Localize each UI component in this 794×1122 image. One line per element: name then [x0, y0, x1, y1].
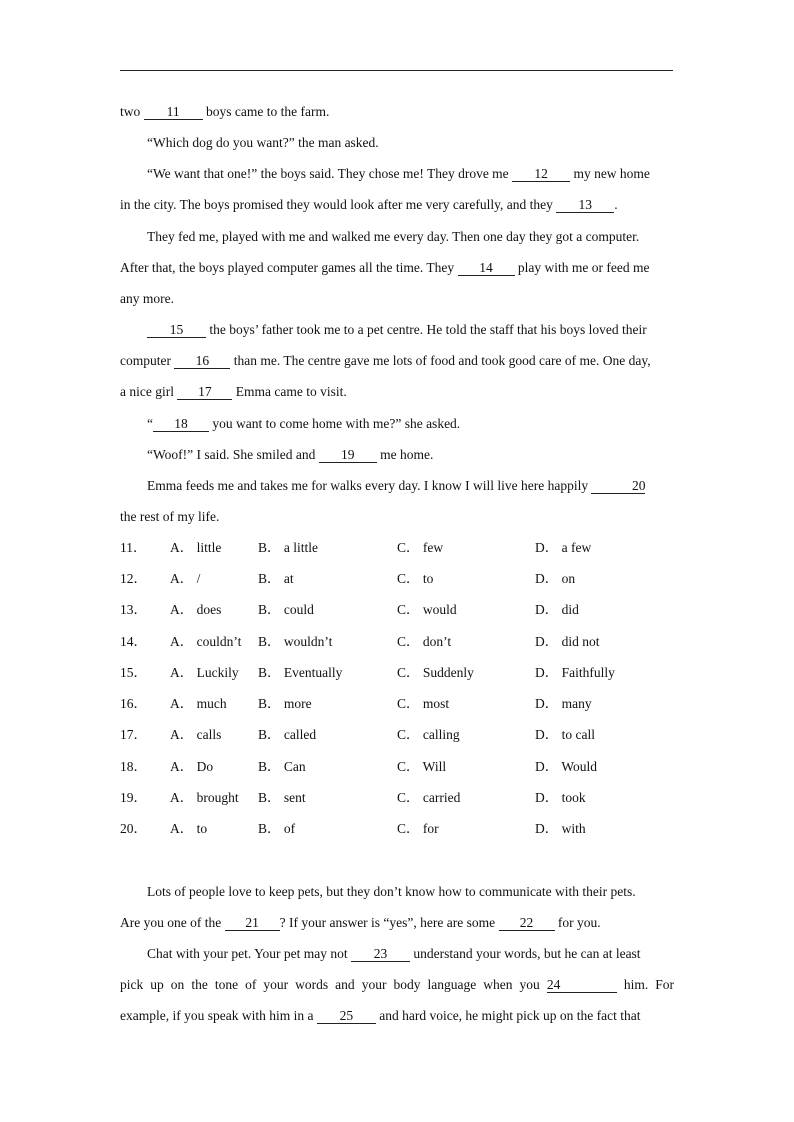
passage-line: pick up on the tone of your words and your body language when you 24 him. For [120, 977, 675, 992]
passage-line: Emma feeds me and takes me for walks every day. I know I will live here happily 20 [147, 478, 646, 493]
option-a[interactable]: A． much [170, 696, 227, 711]
blank-24[interactable]: 24 [547, 977, 617, 993]
option-a[interactable]: A． brought [170, 790, 239, 805]
question-18 [120, 759, 720, 775]
passage-line: any more. [120, 291, 174, 306]
option-d[interactable]: D． Would [535, 759, 598, 774]
passage-line: Are you one of the 21 ? If your answer is “yes”, here are some 22 for you. [120, 915, 601, 930]
option-d[interactable]: D． on [535, 571, 576, 586]
question-number: 16． [120, 696, 147, 711]
option-a[interactable]: A． Luckily [170, 665, 239, 680]
option-c[interactable]: C． carried [397, 790, 461, 805]
blank-13[interactable]: 13 [556, 197, 614, 213]
option-a[interactable]: A． does [170, 602, 222, 617]
passage-line: “Which dog do you want?” the man asked. [147, 135, 379, 150]
option-d[interactable]: D． many [535, 696, 592, 711]
option-c[interactable]: C． to [397, 571, 434, 586]
question-12 [120, 571, 720, 587]
passage-line: a nice girl 17 Emma came to visit. [120, 384, 347, 399]
passage-line: “ 18 you want to come home with me?” she asked. [147, 416, 461, 431]
blank-17[interactable]: 17 [177, 384, 232, 400]
question-number: 19． [120, 790, 147, 805]
question-number: 15． [120, 665, 147, 680]
question-number: 11． [120, 540, 147, 555]
passage-line: “Woof!” I said. She smiled and 19 me home. [147, 447, 434, 462]
option-b[interactable]: B． of [258, 821, 296, 836]
passage-line: Lots of people love to keep pets, but they don’t know how to communicate with their pets. [147, 884, 636, 899]
option-b[interactable]: B． Eventually [258, 665, 343, 680]
option-c[interactable]: C． don’t [397, 634, 452, 649]
blank-12[interactable]: 12 [512, 166, 570, 182]
option-b[interactable]: B． wouldn’t [258, 634, 333, 649]
header-rule [120, 70, 673, 71]
question-19 [120, 790, 720, 806]
option-d[interactable]: D． to call [535, 727, 595, 742]
option-d[interactable]: D． did [535, 602, 579, 617]
option-c[interactable]: C． few [397, 540, 444, 555]
option-b[interactable]: B． called [258, 727, 317, 742]
passage-line: the rest of my life. [120, 509, 220, 524]
blank-23[interactable]: 23 [351, 946, 410, 962]
blank-25[interactable]: 25 [317, 1008, 376, 1024]
option-c[interactable]: C． would [397, 602, 457, 617]
option-a[interactable]: A． couldn’t [170, 634, 242, 649]
option-b[interactable]: B． a little [258, 540, 318, 555]
question-number: 13． [120, 602, 147, 617]
option-a[interactable]: A． Do [170, 759, 214, 774]
question-15 [120, 665, 720, 681]
question-14 [120, 634, 720, 650]
option-d[interactable]: D． took [535, 790, 586, 805]
passage-line: Chat with your pet. Your pet may not 23 understand your words, but he can at least [147, 946, 641, 961]
option-b[interactable]: B． at [258, 571, 294, 586]
passage-line: computer 16 than me. The centre gave me lots of food and took good care of me. One day, [120, 353, 651, 368]
option-b[interactable]: B． more [258, 696, 312, 711]
option-a[interactable]: A． / [170, 571, 201, 586]
passage-line: 15 the boys’ father took me to a pet centre. He told the staff that his boys loved their [147, 322, 647, 338]
option-d[interactable]: D． Faithfully [535, 665, 615, 680]
option-d[interactable]: D． with [535, 821, 586, 836]
option-c[interactable]: C． calling [397, 727, 460, 742]
question-16 [120, 696, 720, 712]
blank-14[interactable]: 14 [458, 260, 515, 276]
blank-18[interactable]: 18 [153, 416, 209, 432]
option-c[interactable]: C． for [397, 821, 439, 836]
question-11 [120, 540, 720, 556]
passage-line: After that, the boys played computer games all the time. They 14 play with me or feed me [120, 260, 650, 275]
passage-line: two 11 boys came to the farm. [120, 104, 330, 119]
passage-line: example, if you speak with him in a 25 and hard voice, he might pick up on the fact that [120, 1008, 641, 1023]
option-d[interactable]: D． a few [535, 540, 592, 555]
option-c[interactable]: C． most [397, 696, 450, 711]
blank-19[interactable]: 19 [319, 447, 377, 463]
option-b[interactable]: B． Can [258, 759, 306, 774]
option-d[interactable]: D． did not [535, 634, 600, 649]
blank-16[interactable]: 16 [174, 353, 230, 369]
option-c[interactable]: C． Suddenly [397, 665, 474, 680]
question-20 [120, 821, 720, 837]
option-c[interactable]: C． Will [397, 759, 447, 774]
option-a[interactable]: A． calls [170, 727, 222, 742]
option-b[interactable]: B． sent [258, 790, 306, 805]
question-number: 18． [120, 759, 147, 774]
question-number: 20． [120, 821, 147, 836]
blank-20[interactable]: 20 [591, 478, 645, 494]
question-number: 14． [120, 634, 147, 649]
option-a[interactable]: A． to [170, 821, 208, 836]
passage-line: “We want that one!” the boys said. They chose me! They drove me 12 my new home [147, 166, 650, 181]
blank-22[interactable]: 22 [499, 915, 555, 931]
passage-line: in the city. The boys promised they would look after me very carefully, and they 13 . [120, 197, 618, 212]
question-13 [120, 602, 720, 618]
question-number: 17． [120, 727, 147, 742]
question-number: 12． [120, 571, 147, 586]
option-b[interactable]: B． could [258, 602, 314, 617]
blank-21[interactable]: 21 [225, 915, 280, 931]
blank-11[interactable]: 11 [144, 104, 203, 120]
option-a[interactable]: A． little [170, 540, 222, 555]
passage-line: They fed me, played with me and walked me every day. Then one day they got a computer. [147, 229, 640, 244]
blank-15[interactable]: 15 [147, 322, 206, 338]
question-17 [120, 727, 720, 743]
